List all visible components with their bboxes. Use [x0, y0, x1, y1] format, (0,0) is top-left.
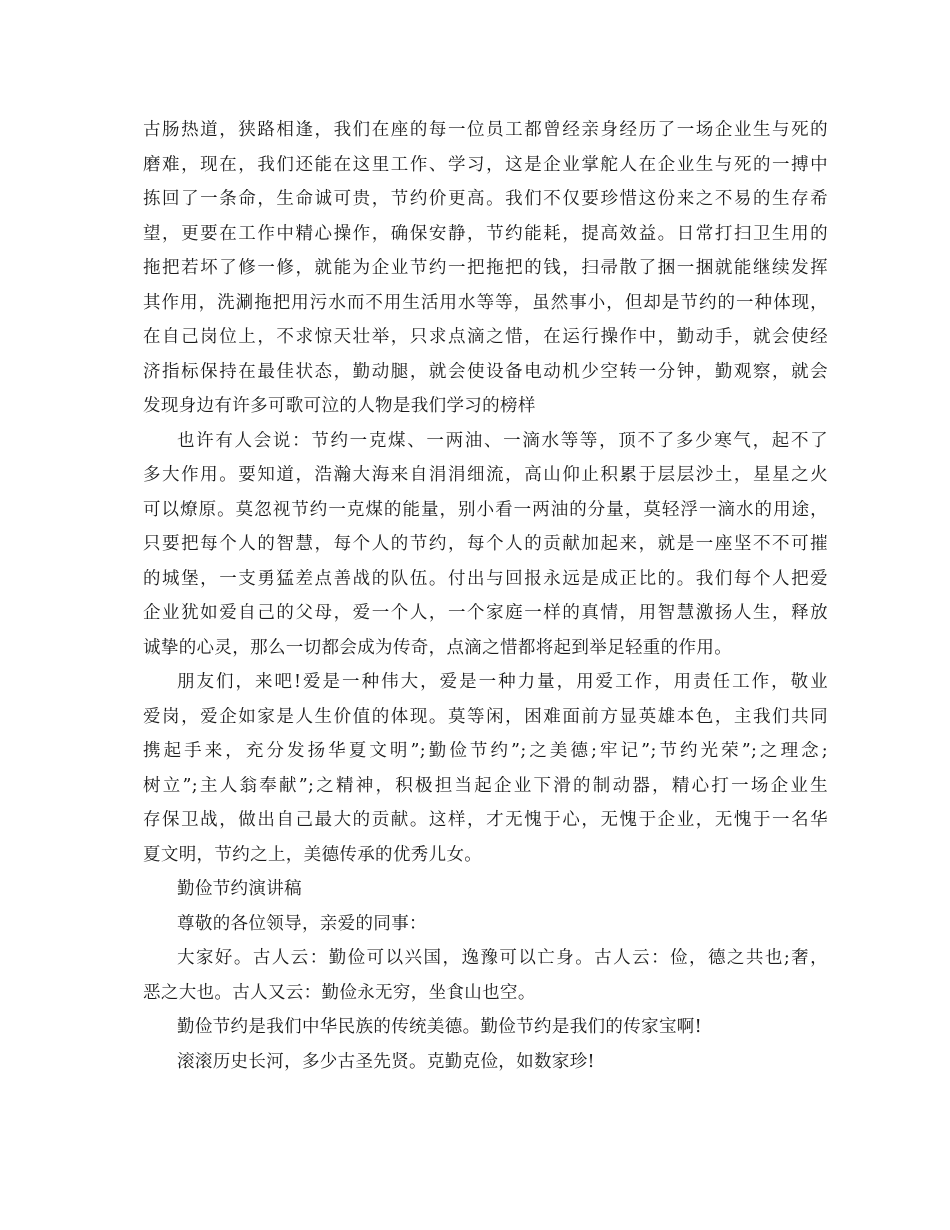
paragraph-line: 望，更要在工作中精心操作，确保安静，节约能耗，提高效益。日常打扫卫生用的 [143, 223, 828, 244]
paragraph-line: 可以燎原。莫忽视节约一克煤的能量，别小看一两油的分量，莫轻浮一滴水的用途， [143, 499, 828, 520]
paragraph-line: 树立”;主人翁奉献”;之精神，积极担当起企业下滑的制动器，精心打一场企业生 [143, 775, 828, 796]
paragraph-line: 存保卫战，做出自己最大的贡献。这样，才无愧于心，无愧于企业，无愧于一名华 [143, 810, 828, 830]
paragraph-line: 拣回了一条命，生命诚可贵，节约价更高。我们不仅要珍惜这份来之不易的生存希 [143, 189, 828, 209]
paragraph-line: 爱岗，爱企如家是人生价值的体现。莫等闲，困难面前方显英雄本色，主我们共同 [143, 706, 828, 727]
paragraph-line: 济指标保持在最佳状态，勤动腿，就会使设备电动机少空转一分钟，勤观察，就会 [143, 361, 828, 382]
paragraph-line: 朋友们，来吧!爱是一种伟大，爱是一种力量，用爱工作，用责任工作，敬业 [177, 672, 828, 692]
paragraph-line: 在自己岗位上，不求惊天壮举，只求点滴之惜，在运行操作中，勤动手，就会使经 [143, 327, 828, 347]
paragraph-line: 也许有人会说：节约一克煤、一两油、一滴水等等，顶不了多少寒气，起不了 [177, 430, 828, 451]
paragraph-1 [143, 113, 828, 424]
paragraph-line: 恶之大也。古人又云：勤俭永无穷，坐食山也空。 [143, 982, 536, 1003]
paragraph-line: 大家好。古人云：勤俭可以兴国，逸豫可以亡身。古人云：俭，德之共也;奢， [177, 948, 828, 968]
paragraph-line: 发现身边有许多可歌可泣的人物是我们学习的榜样 [143, 396, 536, 416]
speech-title: 勤俭节约演讲稿 [177, 879, 302, 899]
paragraph-line: 其作用，洗涮拖把用污水而不用生活用水等等，虽然事小，但却是节约的一种体现， [143, 292, 828, 313]
paragraph-line: 诚挚的心灵，那么一切都会成为传奇，点滴之惜都将起到举足轻重的作用。 [143, 637, 733, 658]
paragraph-line: 古肠热道，狭路相逢，我们在座的每一位员工都曾经亲身经历了一场企业生与死的 [143, 120, 828, 140]
paragraph-line: 磨难，现在，我们还能在这里工作、学习，这是企业掌舵人在企业生与死的一搏中 [143, 154, 828, 175]
paragraph-4 [143, 941, 828, 1010]
paragraph-line: 夏文明，节约之上，美德传承的优秀儿女。 [143, 844, 483, 865]
paragraph-line: 只要把每个人的智慧，每个人的节约，每个人的贡献加起来，就是一座坚不不可摧 [143, 534, 828, 554]
paragraph-5: 勤俭节约是我们中华民族的传统美德。勤俭节约是我们的传家宝啊! [177, 1017, 703, 1037]
paragraph-3 [143, 665, 828, 872]
paragraph-6: 滚滚历史长河，多少古圣先贤。克勤克俭，如数家珍! [177, 1051, 595, 1072]
paragraph-line: 企业犹如爱自己的父母，爱一个人，一个家庭一样的真情，用智慧激扬人生，释放 [143, 603, 828, 623]
paragraph-line: 拖把若坏了修一修，就能为企业节约一把拖把的钱，扫帚散了捆一捆就能继续发挥 [143, 258, 828, 278]
paragraph-2 [143, 424, 828, 666]
document-page [143, 113, 828, 1079]
paragraph-line: 的城堡，一支勇猛差点善战的队伍。付出与回报永远是成正比的。我们每个人把爱 [143, 568, 828, 589]
greeting: 尊敬的各位领导，亲爱的同事： [177, 913, 427, 934]
paragraph-line: 携起手来，充分发扬华夏文明”;勤俭节约”;之美德;牢记”;节约光荣”;之理念; [143, 741, 828, 761]
paragraph-line: 多大作用。要知道，浩瀚大海来自涓涓细流，高山仰止积累于层层沙土，星星之火 [143, 465, 828, 485]
